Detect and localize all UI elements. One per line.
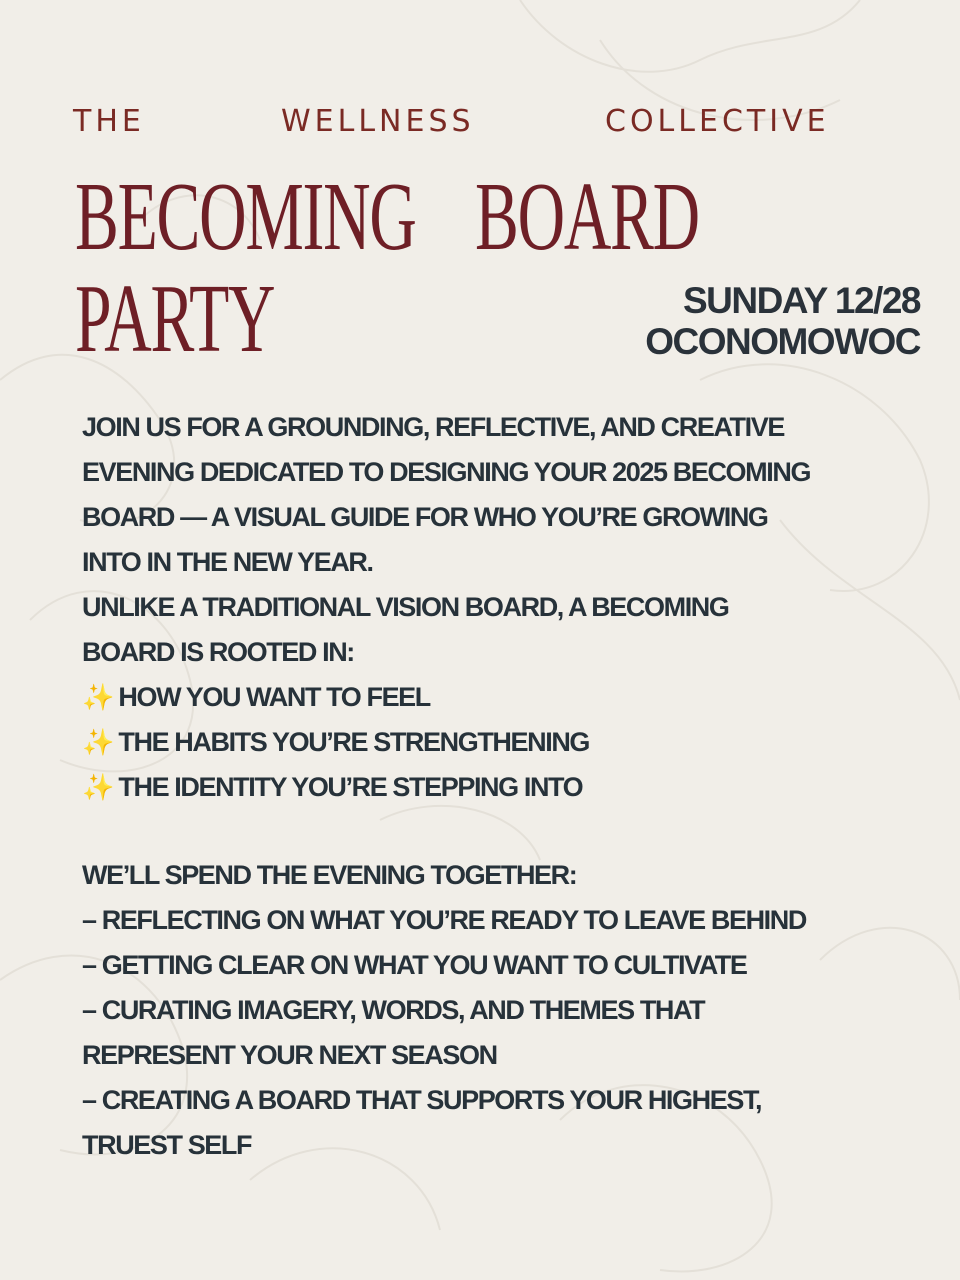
rooted-item-label: THE HABITS YOU’RE STRENGTHENING [118, 727, 590, 757]
intro-line: JOIN US FOR A GROUNDING, REFLECTIVE, AND CREATIVE [82, 412, 784, 442]
sparkles-icon: ✨ [82, 682, 115, 712]
sparkles-icon: ✨ [82, 772, 115, 802]
evening-line: REPRESENT YOUR NEXT SEASON [82, 1040, 497, 1070]
rooted-item-label: HOW YOU WANT TO FEEL [118, 682, 430, 712]
rooted-item-label: THE IDENTITY YOU’RE STEPPING INTO [118, 772, 583, 802]
intro-line: EVENING DEDICATED TO DESIGNING YOUR 2025 BECOMING [82, 457, 811, 487]
org-word-wellness: WELLNESS [281, 104, 475, 139]
intro-line: BOARD IS ROOTED IN: [82, 637, 354, 667]
org-word-the: THE [73, 104, 145, 139]
event-location: OCONOMOWOC [645, 321, 920, 362]
rooted-item [82, 675, 942, 720]
rooted-item [82, 765, 942, 810]
rooted-item [82, 720, 942, 765]
intro-line: UNLIKE A TRADITIONAL VISION BOARD, A BECOMING [82, 592, 729, 622]
intro-line: BOARD — A VISUAL GUIDE FOR WHO YOU’RE GROWING [82, 502, 768, 532]
spacer [82, 810, 942, 853]
evening-heading: WE’LL SPEND THE EVENING TOGETHER: [82, 860, 577, 890]
evening-line: – REFLECTING ON WHAT YOU’RE READY TO LEAVE BEHIND [82, 905, 806, 935]
intro-line: INTO IN THE NEW YEAR. [82, 547, 373, 577]
title-party: PARTY [75, 264, 275, 373]
evening-line: – GETTING CLEAR ON WHAT YOU WANT TO CULTIVATE [82, 950, 747, 980]
org-word-collective: COLLECTIVE [605, 104, 830, 139]
event-description [82, 405, 942, 1168]
title-board: BOARD [475, 162, 699, 271]
evening-line: – CREATING A BOARD THAT SUPPORTS YOUR HIGHEST, [82, 1085, 762, 1115]
event-date: SUNDAY 12/28 [682, 280, 920, 321]
title-becoming: BECOMING [75, 162, 416, 271]
evening-line: – CURATING IMAGERY, WORDS, AND THEMES THAT [82, 995, 705, 1025]
evening-line: TRUEST SELF [82, 1130, 252, 1160]
sparkles-icon: ✨ [82, 727, 115, 757]
